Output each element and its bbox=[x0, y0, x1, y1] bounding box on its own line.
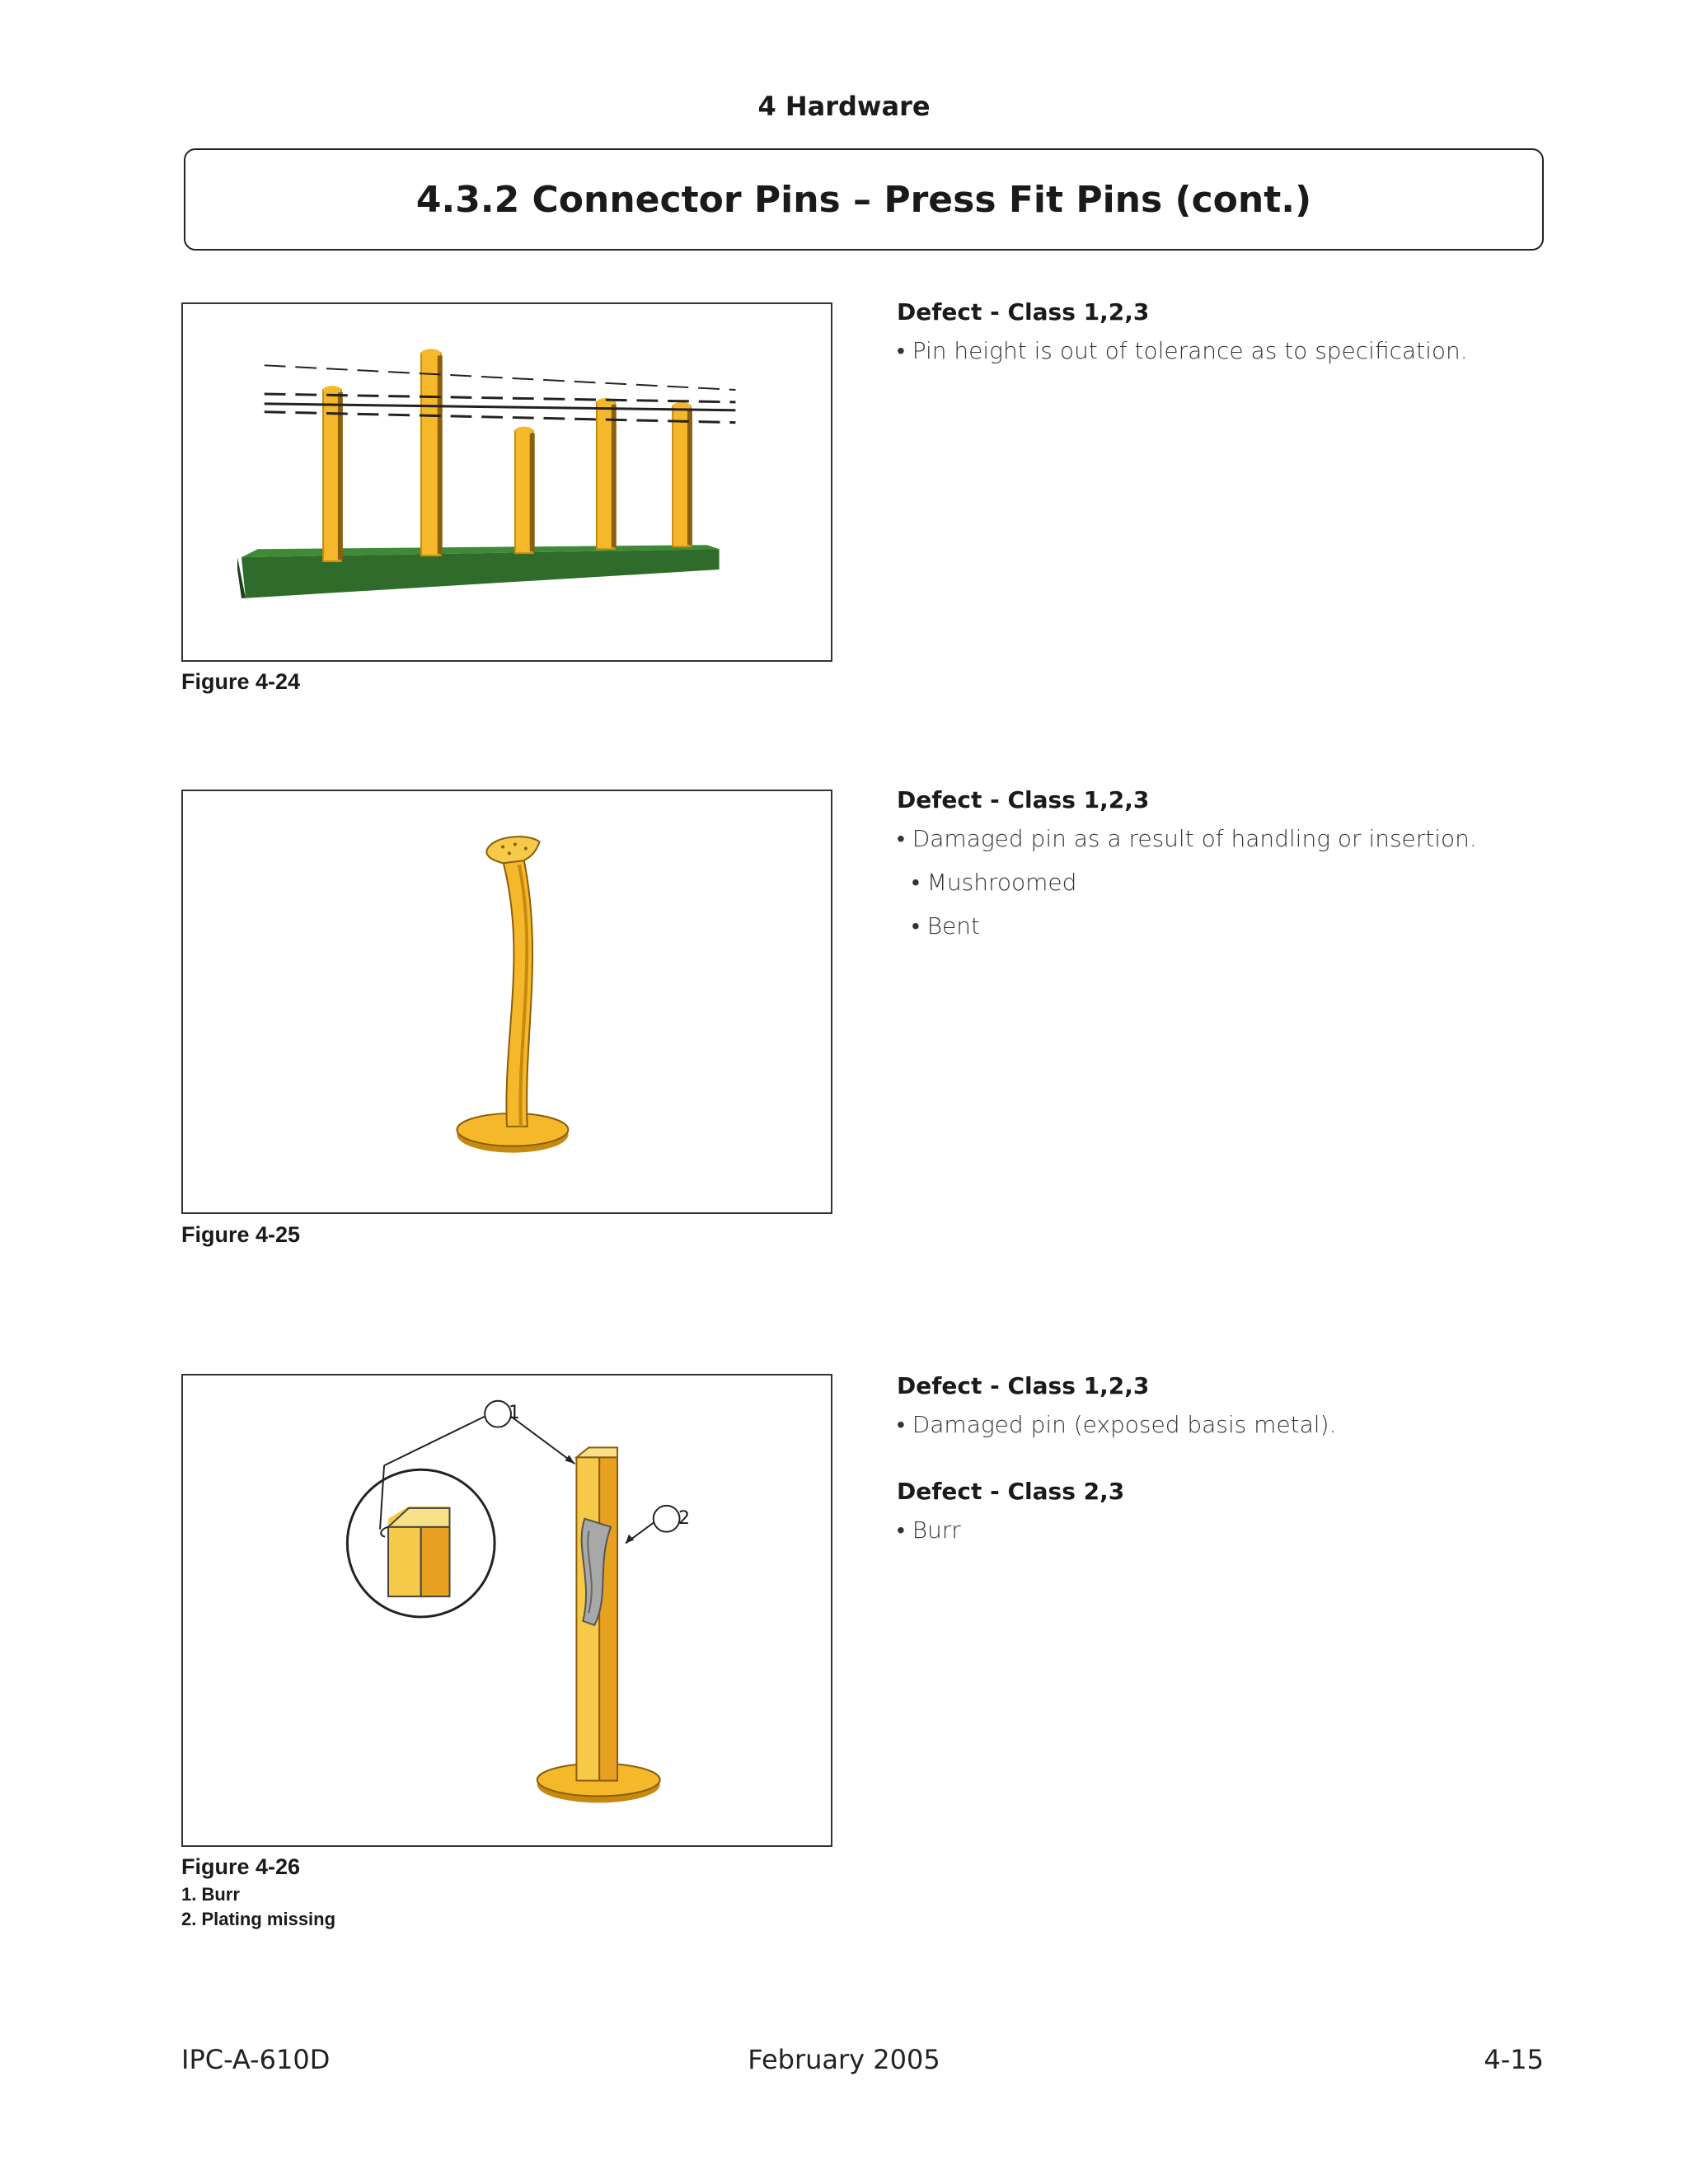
pin-height-illustration bbox=[183, 304, 831, 660]
figure-4-25-caption: Figure 4-25 bbox=[181, 1222, 301, 1247]
figure-4-25-defects bbox=[897, 786, 1556, 956]
legend-item-plating-missing: 2. Plating missing bbox=[181, 1909, 336, 1929]
figure-4-26-image bbox=[181, 1374, 832, 1847]
defect-sub-bullet-bent: • Bent bbox=[912, 912, 980, 940]
defect-bullet: • Burr bbox=[897, 1516, 961, 1544]
figure-4-24-defects bbox=[897, 298, 1556, 381]
defect-sub-bullet-mushroomed: • Mushroomed bbox=[912, 869, 1077, 896]
figure-4-26-legend bbox=[181, 1882, 335, 1932]
section-title-box bbox=[184, 148, 1544, 251]
footer-document-id: IPC-A-610D bbox=[181, 2044, 331, 2075]
figure-4-24-caption: Figure 4-24 bbox=[181, 669, 301, 694]
figure-4-25-image bbox=[181, 790, 832, 1214]
callout-1-label: 1 bbox=[509, 1403, 520, 1423]
defect-heading: Defect - Class 1,2,3 bbox=[897, 786, 1150, 813]
figure-4-24-image bbox=[181, 302, 832, 662]
chapter-header: 4 Hardware bbox=[757, 91, 931, 122]
plating-burr-illustration bbox=[183, 1376, 831, 1845]
defect-bullet: • Damaged pin (exposed basis metal). bbox=[897, 1411, 1337, 1438]
callout-2-label: 2 bbox=[678, 1508, 690, 1529]
defect-heading: Defect - Class 1,2,3 bbox=[897, 298, 1150, 326]
defect-bullet: • Pin height is out of tolerance as to specification. bbox=[897, 337, 1468, 364]
footer-page-number: 4-15 bbox=[1484, 2044, 1544, 2075]
defect-heading: Defect - Class 2,3 bbox=[897, 1478, 1125, 1505]
damaged-pin-illustration bbox=[183, 791, 831, 1212]
section-title: 4.3.2 Connector Pins – Press Fit Pins (cont.) bbox=[415, 178, 1312, 221]
footer-date: February 2005 bbox=[748, 2044, 940, 2075]
figure-4-26-caption: Figure 4-26 bbox=[181, 1854, 301, 1879]
figure-4-26-defects bbox=[897, 1372, 1556, 1560]
defect-bullet: • Damaged pin as a result of handling or insertion. bbox=[897, 825, 1477, 852]
legend-item-burr: 1. Burr bbox=[181, 1884, 240, 1905]
defect-heading: Defect - Class 1,2,3 bbox=[897, 1372, 1150, 1399]
